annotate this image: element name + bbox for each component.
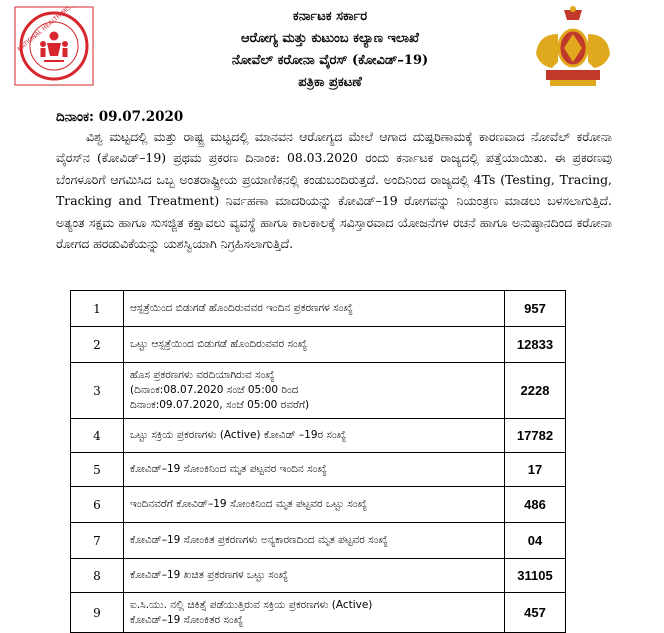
row-value: 457 xyxy=(505,593,566,633)
row-value: 2228 xyxy=(505,363,566,419)
table-row xyxy=(71,291,566,327)
description-line: ಒಟ್ಟು ಆಸ್ಪತ್ರೆಯಿಂದ ಬಿಡುಗಡೆ ಹೊಂದಿರುವವರ ಸಂಖ್ಯೆ xyxy=(130,338,308,350)
row-description xyxy=(124,559,505,593)
row-description xyxy=(124,593,505,633)
row-number: 1 xyxy=(71,291,124,327)
row-number: 6 xyxy=(71,487,124,523)
row-value: 17 xyxy=(505,453,566,487)
description-line: ಕೋವಿಡ್–19 ಸೋಂಕಿತ ಪ್ರಕರಣಗಳು ಅನ್ಯಕಾರಣದಿಂದ ಮೃತ ಪಟ್ಟವರ ಸಂಖ್ಯೆ xyxy=(130,534,388,546)
row-number: 2 xyxy=(71,327,124,363)
row-description xyxy=(124,523,505,559)
row-description xyxy=(124,363,505,419)
table-row xyxy=(71,593,566,633)
table-row xyxy=(71,487,566,523)
row-value: 17782 xyxy=(505,419,566,453)
department-name: ಆರೋಗ್ಯ ಮತ್ತು ಕುಟುಂಬ ಕಲ್ಯಾಣ ಇಲಾಖೆ xyxy=(241,31,419,46)
description-line: ಆಸ್ಪತ್ರೆಯಿಂದ ಬಿಡುಗಡೆ ಹೊಂದಿರುವವರ ಇಂದಿನ ಪ್ರಕರಣಗಳ ಸಂಖ್ಯೆ xyxy=(130,302,353,314)
press-release-date: ದಿನಾಂಕ: 09.07.2020 xyxy=(56,109,184,125)
table-row xyxy=(71,523,566,559)
description-line: ಒಟ್ಟು ಸಕ್ರಿಯ ಪ್ರಕರಣಗಳು (Active) ಕೋವಿಡ್ –19ರ ಸಂಖ್ಯೆ xyxy=(130,429,347,441)
row-value: 957 xyxy=(505,291,566,327)
row-description xyxy=(124,453,505,487)
row-value: 486 xyxy=(505,487,566,523)
description-line: ದಿನಾಂಕ:09.07.2020, ಸಂಜೆ 05:00 ರವರೆಗೆ) xyxy=(130,399,310,411)
description-line: ಇಂದಿನವರೆಗೆ ಕೋವಿಡ್–19 ಸೋಂಕಿನಿಂದ ಮೃತ ಪಟ್ಟವರ ಒಟ್ಟು ಸಂಖ್ಯೆ xyxy=(130,498,368,510)
table-row xyxy=(71,453,566,487)
row-description xyxy=(124,327,505,363)
covid-statistics-table xyxy=(70,290,566,633)
subject-line: ನೋವೆಲ್ ಕರೋನಾ ವೈರಸ್ (ಕೋವಿಡ್–19) xyxy=(231,53,429,68)
table-row xyxy=(71,327,566,363)
table-row xyxy=(71,419,566,453)
description-line: (ದಿನಾಂಕ:08.07.2020 ಸಂಜೆ 05:00 ರಿಂದ xyxy=(130,384,299,396)
letterhead-title-block xyxy=(150,6,510,94)
row-description xyxy=(124,291,505,327)
description-line: ಐ.ಸಿ.ಯು. ನಲ್ಲಿ ಚಿಕಿತ್ಸೆ ಪಡೆಯುತ್ತಿರುವ ಸಕ್ರಿಯ ಪ್ರಕರಣಗಳು (Active) xyxy=(130,598,373,611)
row-value: 04 xyxy=(505,523,566,559)
row-number: 4 xyxy=(71,419,124,453)
description-line: ಕೋವಿಡ್–19 ಸೋಂಕಿತರ ಸಂಖ್ಯೆ xyxy=(130,613,244,626)
row-value: 31105 xyxy=(505,559,566,593)
letterhead xyxy=(0,0,664,100)
row-description xyxy=(124,419,505,453)
intro-paragraph: ವಿಶ್ವ ಮಟ್ಟದಲ್ಲಿ ಮತ್ತು ರಾಷ್ಟ್ರ ಮಟ್ಟದಲ್ಲಿ ಮಾನವನ ಆರೋಗ್ಯದ ಮೇಲೆ ಆಗಾದ ದುಷ್ಪರಿಣಾಮಕ್ಕೆ ಕಾರಣವಾದ ನೋವೆಲ್ ಕರೋನಾ ವೈರಸ್‌ನ (ಕೋವಿಡ್–19) ಪ್ರಥಮ ಪ್ರಕರಣ ದಿನಾಂಕ: 08.03.2020 ರಂದು ಕರ್ನಾಟಕ ರಾಜ್ಯದಲ್ಲಿ ಪತ್ತೆಯಾಯಿತು. ಈ ಪ್ರಕರಣವು ಬೆಂಗಳೂರಿಗೆ ಆಗಮಿಸಿದ ಒಬ್ಬ ಅಂತರಾಷ್ಟ್ರೀಯ ಪ್ರಯಾಣಿಕನಲ್ಲಿ ಕಂಡುಬಂದಿರುತ್ತದೆ. ಅಂದಿನಿಂದ ರಾಜ್ಯದಲ್ಲಿ 4Ts (Testing, Tracing, Tracking and Treatment) ನಿರ್ವಹಣಾ ಮಾದರಿಯನ್ನು ಕೋವಿಡ್–19 ರೋಗವನ್ನು ನಿಯಂತ್ರಣ ಮಾಡಲು ಬಳಸಲಾಗುತ್ತಿದೆ. ಅತ್ಯಂತ ಸಕ್ಷಮ ಹಾಗೂ ಸುಸಜ್ಜಿತ ಕಕ್ಷಾವಲು ವ್ಯವಸ್ಥೆ ಹಾಗೂ ಕಾಲಕಾಲಕ್ಕೆ ಸವಿಸ್ತಾರವಾದ ಯೋಜನೆಗಳ ರಚನೆ ಹಾಗೂ ಅನುಷ್ಠಾನದಿಂದ ಕರೋನಾ ರೋಗದ ಹರಡುವಿಕೆಯನ್ನು ಯಶಸ್ವಿಯಾಗಿ ನಿಗ್ರಹಿಸಲಾಗುತ್ತಿದೆ. xyxy=(56,129,612,252)
description-line: ಹೊಸ ಪ್ರಕರಣಗಳು ವರದಿಯಾಗಿರುವ ಸಂಖ್ಯೆ xyxy=(130,369,275,381)
row-value: 12833 xyxy=(505,327,566,363)
government-name: ಕರ್ನಾಟಕ ಸರ್ಕಾರ xyxy=(292,9,368,24)
national-health-mission-logo xyxy=(14,6,94,86)
row-number: 7 xyxy=(71,523,124,559)
description-line: ಕೋವಿಡ್–19 ಖಚಿತ ಪ್ರಕರಣಗಳ ಒಟ್ಟು ಸಂಖ್ಯೆ xyxy=(130,569,289,581)
row-number: 5 xyxy=(71,453,124,487)
row-description xyxy=(124,487,505,523)
row-number: 3 xyxy=(71,363,124,419)
document-type: ಪತ್ರಿಕಾ ಪ್ರಕಟಣೆ xyxy=(298,75,362,90)
row-number: 9 xyxy=(71,593,124,633)
karnataka-emblem xyxy=(530,4,616,90)
table-row xyxy=(71,559,566,593)
table-row xyxy=(71,363,566,419)
description-line: ಕೋವಿಡ್–19 ಸೋಂಕಿನಿಂದ ಮೃತ ಪಟ್ಟವರ ಇಂದಿನ ಸಂಖ್ಯೆ xyxy=(130,463,327,475)
row-number: 8 xyxy=(71,559,124,593)
